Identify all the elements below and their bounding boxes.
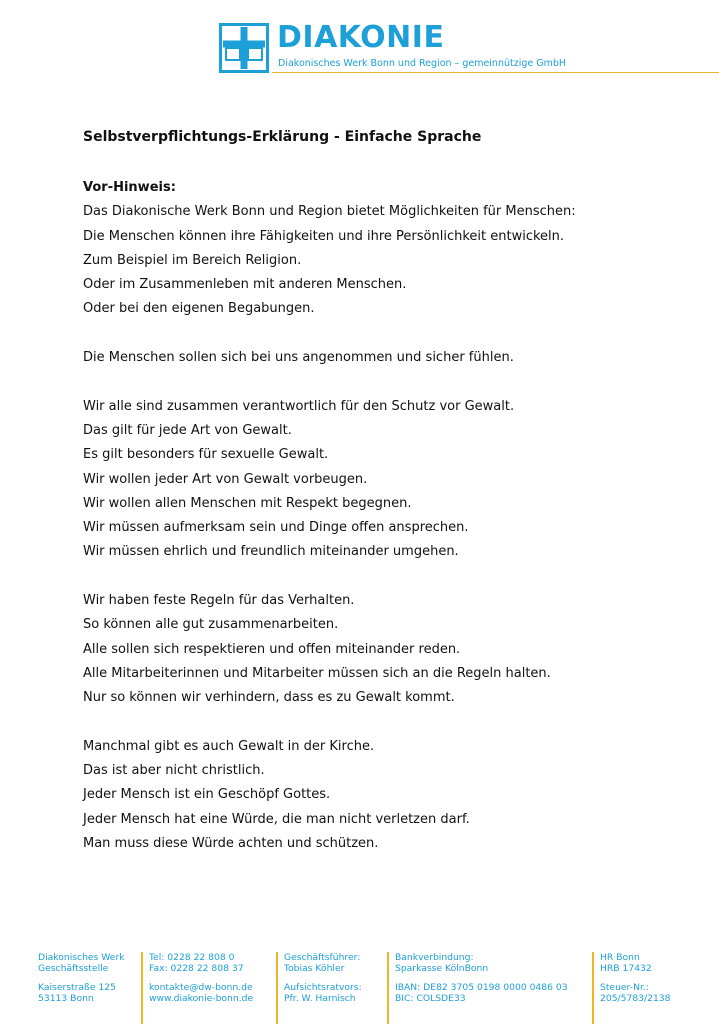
text-line: Das Diakonische Werk Bonn und Region bietet Möglichkeiten für Menschen:	[83, 204, 576, 220]
text-line: Man muss diese Würde achten und schützen.	[83, 836, 379, 852]
text-line: Nur so können wir verhindern, dass es zu Gewalt kommt.	[83, 690, 455, 706]
paragraph	[83, 589, 693, 710]
text-line: Alle sollen sich respektieren und offen miteinander reden.	[83, 641, 461, 657]
footer-line: Tel: 0228 22 808 0	[149, 952, 235, 963]
paragraph	[83, 395, 693, 565]
text-line: Es gilt besonders für sexuelle Gewalt.	[83, 447, 329, 463]
header-rule	[272, 72, 719, 73]
footer-line: IBAN: DE82 3705 0198 0000 0486 03	[395, 982, 568, 993]
footer-line: Geschäftsführer:	[284, 952, 361, 963]
footer-line: Sparkasse KölnBonn	[395, 963, 489, 974]
footer-spacer	[38, 974, 125, 982]
footer-line: Diakonisches Werk	[38, 952, 125, 963]
footer-line: BIC: COLSDE33	[395, 993, 466, 1004]
text-line: Wir haben feste Regeln für das Verhalten.	[83, 593, 355, 609]
footer-line: Steuer-Nr.:	[600, 982, 649, 993]
brand-name: DIAKONIE	[277, 20, 445, 55]
text-line: Wir wollen allen Menschen mit Respekt begegnen.	[83, 495, 412, 511]
footer-column	[32, 952, 125, 1024]
text-line: Die Menschen können ihre Fähigkeiten und ihre Persönlichkeit entwickeln.	[83, 228, 565, 244]
diakonie-cross-logo-icon	[219, 23, 269, 73]
footer-line: Tobias Köhler	[284, 963, 345, 974]
document-title: Selbstverpflichtungs-Erklärung - Einfache Sprache	[83, 129, 482, 145]
footer-column	[387, 952, 568, 1024]
footer-column	[592, 952, 671, 1024]
text-line: Die Menschen sollen sich bei uns angenommen und sicher fühlen.	[83, 350, 514, 366]
text-line: Oder im Zusammenleben mit anderen Menschen.	[83, 277, 407, 293]
footer-spacer	[395, 974, 568, 982]
paragraph-gap	[83, 370, 693, 394]
text-line: Zum Beispiel im Bereich Religion.	[83, 252, 302, 268]
footer-column	[276, 952, 362, 1024]
footer-line: 53113 Bonn	[38, 993, 94, 1004]
paragraph-gap	[83, 322, 693, 346]
text-line: Jeder Mensch hat eine Würde, die man nicht verletzen darf.	[83, 811, 470, 827]
text-line: Wir alle sind zusammen verantwortlich für den Schutz vor Gewalt.	[83, 398, 515, 414]
footer-line[interactable]: www.diakonie-bonn.de	[149, 993, 254, 1004]
text-line: Das ist aber nicht christlich.	[83, 763, 265, 779]
text-line: Wir müssen ehrlich und freundlich miteinander umgehen.	[83, 544, 459, 560]
footer-line: Aufsichtsratvors:	[284, 982, 362, 993]
text-line: Wir wollen jeder Art von Gewalt vorbeugen.	[83, 471, 368, 487]
footer-line: Geschäftsstelle	[38, 963, 109, 974]
footer-line: Bankverbindung:	[395, 952, 474, 963]
paragraph	[83, 176, 693, 322]
footer-line: HR Bonn	[600, 952, 640, 963]
paragraph-gap	[83, 565, 693, 589]
paragraph	[83, 346, 693, 370]
document-body	[83, 176, 693, 856]
footer-line: 205/5783/2138	[600, 993, 671, 1004]
footer-line: Fax: 0228 22 808 37	[149, 963, 244, 974]
footer-spacer	[149, 974, 253, 982]
footer-column	[141, 952, 253, 1024]
footer-line[interactable]: kontakte@dw-bonn.de	[149, 982, 253, 993]
footer-spacer	[284, 974, 362, 982]
text-line: Jeder Mensch ist ein Geschöpf Gottes.	[83, 787, 331, 803]
footer-line: Kaiserstraße 125	[38, 982, 116, 993]
text-line: So können alle gut zusammenarbeiten.	[83, 617, 339, 633]
paragraph-gap	[83, 711, 693, 735]
text-line: Manchmal gibt es auch Gewalt in der Kirche.	[83, 738, 375, 754]
footer-line: HRB 17432	[600, 963, 652, 974]
footer-line: Pfr. W. Harnisch	[284, 993, 356, 1004]
text-line: Das gilt für jede Art von Gewalt.	[83, 422, 292, 438]
brand-subtitle: Diakonisches Werk Bonn und Region – gemeinnützige GmbH	[278, 58, 567, 69]
page-footer	[0, 952, 719, 1012]
text-line: Oder bei den eigenen Begabungen.	[83, 301, 315, 317]
text-line: Alle Mitarbeiterinnen und Mitarbeiter müssen sich an die Regeln halten.	[83, 665, 551, 681]
footer-spacer	[600, 974, 671, 982]
paragraph-heading: Vor-Hinweis:	[83, 180, 176, 195]
text-line: Wir müssen aufmerksam sein und Dinge offen ansprechen.	[83, 520, 469, 536]
paragraph	[83, 735, 693, 856]
